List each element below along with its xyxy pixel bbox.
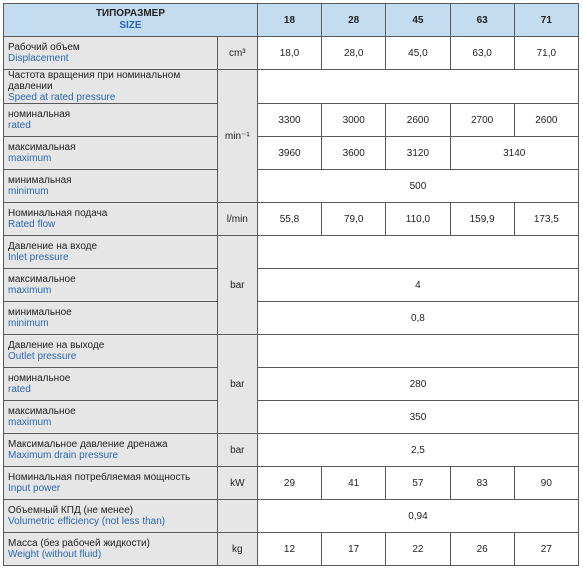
size-col-45: 45 [386,4,450,37]
label-ru: максимальная [8,142,76,153]
value-cell: 22 [386,533,450,566]
label-flow [4,203,218,236]
header-row [4,4,579,37]
value-cell: 3300 [257,104,321,137]
label-inlet-min [4,302,218,335]
label-outlet-max [4,401,218,434]
value-cell: 83 [450,467,514,500]
size-header-ru: ТИПОРАЗМЕР [95,8,166,19]
value-cell: 3140 [450,137,578,170]
size-header [4,4,258,37]
value-cell: 3960 [257,137,321,170]
label-en: Maximum drain pressure [8,450,119,461]
unit-cell: kW [217,467,257,500]
unit-cell: l/min [217,203,257,236]
label-en: rated [8,120,31,131]
label-mass [4,533,218,566]
label-en: Outlet pressure [8,351,77,362]
label-inlet-max [4,269,218,302]
value-cell: 55,8 [257,203,321,236]
unit-cell: bar [217,335,257,434]
label-en: Input power [8,483,61,494]
value-cell: 2600 [386,104,450,137]
label-ru: Номинальная потребляемая мощность [8,472,191,483]
row-efficiency [4,500,579,533]
label-en: minimum [8,318,49,329]
label-inlet [4,236,218,269]
label-en: maximum [8,153,52,164]
value-cell: 3000 [322,104,386,137]
label-ru: максимальное [8,406,76,417]
value-cell: 41 [322,467,386,500]
value-cell: 3600 [322,137,386,170]
row-inlet-max [4,269,579,302]
row-displacement [4,37,579,70]
label-speed [4,70,218,104]
label-en: Volumetric efficiency (not less than) [8,516,166,527]
label-en: Rated flow [8,219,56,230]
label-speed-max [4,137,218,170]
label-en: Displacement [8,53,69,64]
size-col-18: 18 [257,4,321,37]
value-cell: 159,9 [450,203,514,236]
label-ru: минимальное [8,307,72,318]
unit-cell: cm³ [217,37,257,70]
label-en: Speed at rated pressure [8,92,116,103]
unit-cell [217,500,257,533]
label-speed-rated [4,104,218,137]
value-cell: 45,0 [386,37,450,70]
size-col-63: 63 [450,4,514,37]
label-ru: максимальное [8,274,76,285]
row-outlet-rated [4,368,579,401]
value-cell: 2,5 [257,434,578,467]
row-speed-rated [4,104,579,137]
label-ru: Масса (без рабочей жидкости) [8,538,150,549]
unit-cell: kg [217,533,257,566]
label-en: minimum [8,186,49,197]
label-ru: Рабочий объем [8,42,80,53]
label-ru: Давление на выходе [8,340,105,351]
value-cell: 0,8 [257,302,578,335]
label-efficiency [4,500,218,533]
row-mass [4,533,579,566]
value-cell: 350 [257,401,578,434]
row-speed [4,70,579,104]
unit-cell: bar [217,434,257,467]
label-ru: Частота вращения при номинальном давлении [8,70,181,92]
row-speed-min [4,170,579,203]
row-inlet [4,236,579,269]
empty-cell [257,70,578,104]
value-cell: 79,0 [322,203,386,236]
unit-cell: min⁻¹ [217,70,257,203]
value-cell: 18,0 [257,37,321,70]
label-outlet-rated [4,368,218,401]
value-cell: 57 [386,467,450,500]
value-cell: 2600 [514,104,578,137]
value-cell: 12 [257,533,321,566]
value-cell: 0,94 [257,500,578,533]
row-inlet-min [4,302,579,335]
value-cell: 2700 [450,104,514,137]
label-displacement [4,37,218,70]
spec-table-wrapper [3,3,579,569]
label-ru: Давление на входе [8,241,98,252]
value-cell: 90 [514,467,578,500]
value-cell: 63,0 [450,37,514,70]
label-power [4,467,218,500]
value-cell: 28,0 [322,37,386,70]
label-en: Inlet pressure [8,252,69,263]
label-drain [4,434,218,467]
size-header-en: SIZE [119,20,142,31]
value-cell: 29 [257,467,321,500]
value-cell: 280 [257,368,578,401]
value-cell: 110,0 [386,203,450,236]
label-en: rated [8,384,31,395]
value-cell: 17 [322,533,386,566]
value-cell: 27 [514,533,578,566]
row-power [4,467,579,500]
label-ru: Максимальное давление дренажа [8,439,168,450]
spec-table [3,3,579,566]
row-outlet [4,335,579,368]
value-cell: 500 [257,170,578,203]
value-cell: 26 [450,533,514,566]
row-drain [4,434,579,467]
label-ru: Номинальная подача [8,208,108,219]
label-speed-min [4,170,218,203]
empty-cell [257,335,578,368]
value-cell: 71,0 [514,37,578,70]
label-en: maximum [8,417,52,428]
row-speed-max [4,137,579,170]
label-ru: Объемный КПД (не менее) [8,505,134,516]
empty-cell [257,236,578,269]
row-flow [4,203,579,236]
value-cell: 4 [257,269,578,302]
size-col-71: 71 [514,4,578,37]
value-cell: 173,5 [514,203,578,236]
label-ru: номинальное [8,373,71,384]
value-cell: 3120 [386,137,450,170]
unit-cell: bar [217,236,257,335]
size-col-28: 28 [322,4,386,37]
label-ru: минимальная [8,175,72,186]
row-outlet-max [4,401,579,434]
label-en: maximum [8,285,52,296]
label-outlet [4,335,218,368]
label-en: Weight (without fluid) [8,549,102,560]
label-ru: номинальная [8,109,71,120]
